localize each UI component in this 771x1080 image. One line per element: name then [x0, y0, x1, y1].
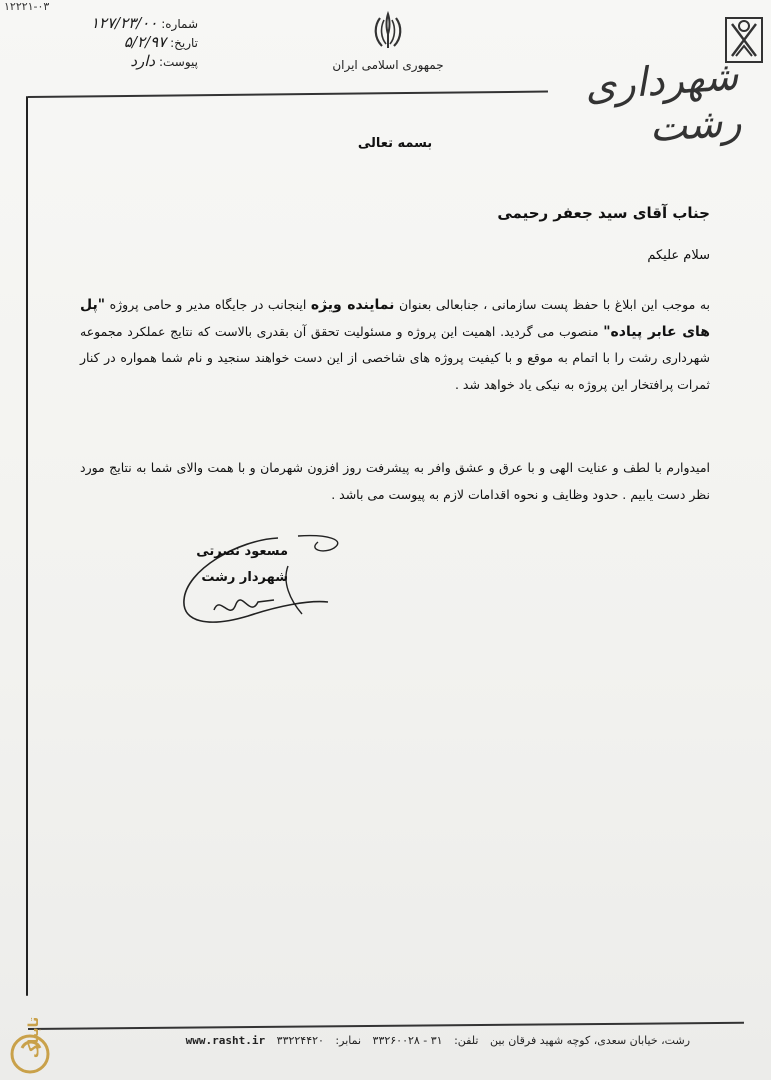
footer-phone-value: ۳۱ - ۳۳۲۶۰۰۲۸ [372, 1034, 443, 1047]
para1-text-b: اینجانب در جایگاه مدیر و حامی پروژه [105, 297, 311, 312]
para1-text-a: به موجب این ابلاغ با حفظ پست سازمانی ، جنابعالی بعنوان [394, 297, 710, 312]
iran-emblem-icon [366, 10, 410, 54]
para1-text-c: منصوب می گردید. اهمیت این پروژه و مسئولیت تحقق آن بقدری بالاست که نتایج عملکرد مجموعه شهرداری رشت را با اتمام به موقع و با کیفیت پروژه های شاخصی از این دست خواهند سنجید و نام شما همواره در کنار ثمرات پرافتخار این پروژه به نیکی یاد خواهد شد . [80, 323, 710, 392]
footer-fax-value: ۳۳۲۲۴۴۲۰ [276, 1034, 324, 1047]
paragraph-closing: امیدوارم با لطف و عنایت الهی و با عرق و عشق وافر به پیشرفت روز افزون شهرمان و با همت والای شما به نتایج مورد نظر دست یابیم . حدود وظایف و نحوه اقدامات لازم به پیوست می باشد . [80, 460, 710, 502]
frame-line-left [26, 96, 28, 996]
footer-address: رشت، خیابان سعدی، کوچه شهید فرقان بین [489, 1034, 690, 1047]
frame-line-top [28, 91, 548, 98]
letter-meta [18, 14, 198, 71]
emblem-caption: جمهوری اسلامی ایران [332, 58, 444, 72]
attachment-row [18, 52, 198, 71]
frame-line-bottom [28, 1022, 744, 1030]
signature-block [178, 530, 348, 640]
signatory-title: شهردار رشت [201, 570, 288, 585]
watermark-text: تابناک [26, 1016, 42, 1058]
municipality-logo-text: شهرداری رشت [583, 53, 743, 152]
date-row [18, 33, 198, 52]
letter-heading: بسمه تعالی [357, 136, 433, 151]
addressee: جناب آقای سید جعفر رحیمی [497, 204, 710, 222]
paragraph-appointment [80, 292, 710, 398]
footer-fax-label: نمابر: [335, 1034, 362, 1047]
date-label: تاریخ: [170, 36, 198, 50]
attachment-value: دارد [130, 52, 156, 70]
footer-website: www.rasht.ir [185, 1034, 266, 1047]
footer-phone-label: تلفن: [454, 1034, 479, 1047]
date-value: ۵/۲/۹۷ [123, 33, 167, 51]
watermark [0, 1018, 110, 1080]
number-row [18, 14, 198, 33]
number-value: ۱۲۷/۲۳/۰۰ [90, 14, 158, 32]
emblem-block [318, 10, 458, 72]
para1-bold-role: نماینده ویژه [310, 297, 395, 313]
number-label: شماره: [161, 17, 198, 31]
signatory-name: مسعود نصرتی [196, 544, 288, 559]
attachment-label: پیوست: [158, 55, 198, 69]
municipality-logo [540, 12, 770, 152]
para1-bold-project: "پل های عابر پیاده" [80, 297, 710, 340]
letter-footer [150, 1034, 690, 1054]
corner-number: ۱۲۲۲۱-۰۳ [4, 0, 50, 13]
greeting: سلام علیکم [647, 248, 710, 263]
